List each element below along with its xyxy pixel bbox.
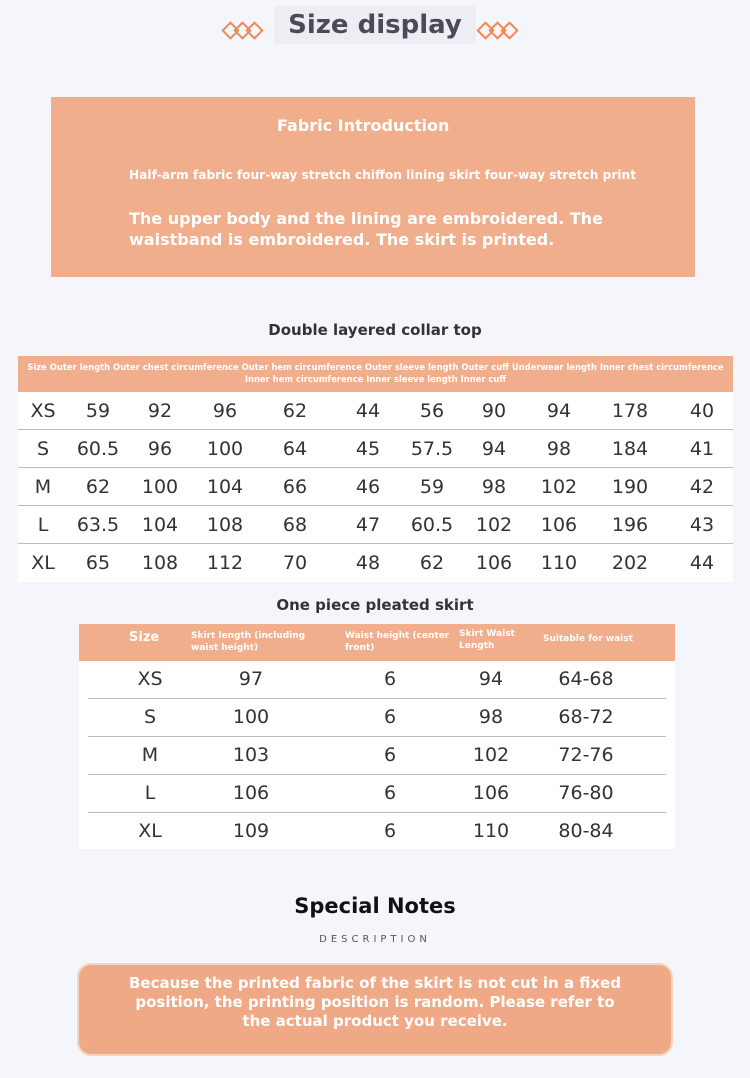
table-cell: 59 — [419, 475, 445, 498]
table-cell: 102 — [475, 513, 513, 536]
right-diamond-ornament — [479, 24, 515, 37]
table-cell: 110 — [472, 820, 510, 842]
top-table-header-line1: Size Outer length Outer chest circumference Outer hem circumference Outer sleeve length Outer cuff Underwear length Inner chest circumference — [27, 362, 724, 372]
table-cell: 63.5 — [76, 513, 120, 536]
fabric-introduction-panel — [51, 97, 695, 277]
top-table-title: Double layered collar top — [268, 321, 482, 339]
table-cell: 6 — [383, 668, 397, 690]
table-cell: 66 — [282, 475, 308, 498]
table-cell: 106 — [472, 782, 510, 804]
table-cell: 45 — [355, 437, 381, 460]
table-cell: 70 — [282, 552, 308, 574]
table-cell: 110 — [540, 552, 578, 574]
table-cell: 98 — [478, 706, 504, 728]
table-cell: 100 — [232, 706, 270, 728]
table-cell: 108 — [141, 552, 179, 574]
size-label: L — [37, 513, 49, 536]
table-cell: 57.5 — [410, 437, 454, 460]
table-cell: 43 — [689, 513, 715, 536]
table-cell: 106 — [232, 782, 270, 804]
table-cell: 44 — [355, 399, 381, 422]
fabric-embroidery-note: The upper body and the lining are embroidered. The waistband is embroidered. The skirt is printed. — [129, 209, 603, 249]
skirt-header-size: Size — [129, 630, 160, 645]
table-cell: 104 — [206, 475, 244, 498]
table-row — [18, 544, 733, 582]
notes-text: Because the printed fabric of the skirt is not cut in a fixed position, the printing position is random. Please refer to the actual product you receive. — [128, 974, 622, 1030]
fabric-title: Fabric Introduction — [277, 116, 450, 135]
top-table-header — [18, 356, 733, 392]
table-cell: 48 — [355, 552, 381, 574]
table-cell: 60.5 — [76, 437, 120, 460]
table-cell: 65 — [85, 552, 111, 574]
table-cell: 102 — [472, 744, 510, 766]
table-row — [79, 699, 675, 737]
table-cell: 46 — [355, 475, 381, 498]
table-cell: 40 — [689, 399, 715, 422]
size-label: XS — [137, 668, 163, 690]
table-cell: 6 — [383, 782, 397, 804]
table-row — [79, 775, 675, 813]
table-cell: 42 — [689, 475, 715, 498]
table-cell: 104 — [141, 513, 179, 536]
table-cell: 62 — [85, 475, 111, 498]
top-table-header-line2: Inner hem circumference Inner sleeve length Inner cuff — [244, 374, 507, 384]
table-cell: 106 — [540, 513, 578, 536]
table-row — [79, 737, 675, 775]
skirt-header-length: Skirt length (including waist height) — [191, 631, 306, 653]
table-cell: 76-80 — [558, 782, 614, 804]
table-cell: 108 — [206, 513, 244, 536]
table-row — [79, 813, 675, 851]
table-cell: 64 — [282, 437, 308, 460]
table-cell: 6 — [383, 706, 397, 728]
size-label: L — [144, 782, 156, 804]
size-label: S — [143, 706, 157, 728]
table-cell: 59 — [85, 399, 111, 422]
table-row — [18, 430, 733, 468]
table-row — [18, 392, 733, 430]
table-cell: 94 — [481, 437, 507, 460]
table-cell: 62 — [419, 552, 445, 574]
table-cell: 44 — [689, 552, 715, 574]
table-cell: 100 — [206, 437, 244, 460]
table-cell: 80-84 — [558, 820, 614, 842]
table-cell: 184 — [611, 437, 649, 460]
table-cell: 202 — [611, 552, 649, 574]
table-cell: 68 — [282, 513, 308, 536]
skirt-header-waist-height: Waist height (center front) — [345, 631, 450, 653]
table-cell: 47 — [355, 513, 381, 536]
table-row — [79, 661, 675, 699]
table-cell: 178 — [611, 399, 649, 422]
table-cell: 92 — [147, 399, 173, 422]
table-cell: 56 — [419, 399, 445, 422]
table-cell: 98 — [481, 475, 507, 498]
table-cell: 100 — [141, 475, 179, 498]
size-label: XL — [31, 552, 55, 574]
table-cell: 72-76 — [558, 744, 614, 766]
table-cell: 102 — [540, 475, 578, 498]
notes-box — [77, 963, 673, 1056]
table-cell: 97 — [238, 668, 264, 690]
table-cell: 62 — [282, 399, 308, 422]
skirt-header-suitable-waist: Suitable for waist — [543, 634, 633, 644]
table-cell: 103 — [232, 744, 270, 766]
size-label: M — [34, 475, 52, 498]
skirt-table-header — [79, 624, 675, 661]
table-cell: 6 — [383, 820, 397, 842]
table-row — [18, 506, 733, 544]
table-cell: 96 — [212, 399, 238, 422]
table-cell: 90 — [481, 399, 507, 422]
table-cell: 109 — [232, 820, 270, 842]
table-cell: 196 — [611, 513, 649, 536]
skirt-table-title: One piece pleated skirt — [276, 596, 474, 614]
table-cell: 98 — [546, 437, 572, 460]
table-cell: 60.5 — [410, 513, 454, 536]
size-label: XS — [30, 399, 56, 422]
skirt-header-waist-length: Skirt Waist Length — [459, 629, 515, 651]
size-label: XL — [138, 820, 162, 842]
size-label: M — [141, 744, 159, 766]
page-title-text: Size display — [274, 6, 476, 44]
notes-subtitle: DESCRIPTION — [319, 934, 431, 945]
skirt-table-body — [79, 661, 675, 849]
table-cell: 68-72 — [558, 706, 614, 728]
fabric-description: Half-arm fabric four-way stretch chiffon lining skirt four-way stretch print — [129, 168, 637, 182]
table-cell: 6 — [383, 744, 397, 766]
table-cell: 112 — [206, 552, 244, 574]
page-title — [0, 10, 750, 40]
table-cell: 106 — [475, 552, 513, 574]
top-table-body — [18, 392, 733, 582]
table-cell: 96 — [147, 437, 173, 460]
table-row — [18, 468, 733, 506]
table-cell: 190 — [611, 475, 649, 498]
table-cell: 94 — [478, 668, 504, 690]
size-label: S — [36, 437, 50, 460]
table-cell: 64-68 — [558, 668, 614, 690]
table-cell: 41 — [689, 437, 715, 460]
notes-title: Special Notes — [294, 894, 456, 918]
table-cell: 94 — [546, 399, 572, 422]
